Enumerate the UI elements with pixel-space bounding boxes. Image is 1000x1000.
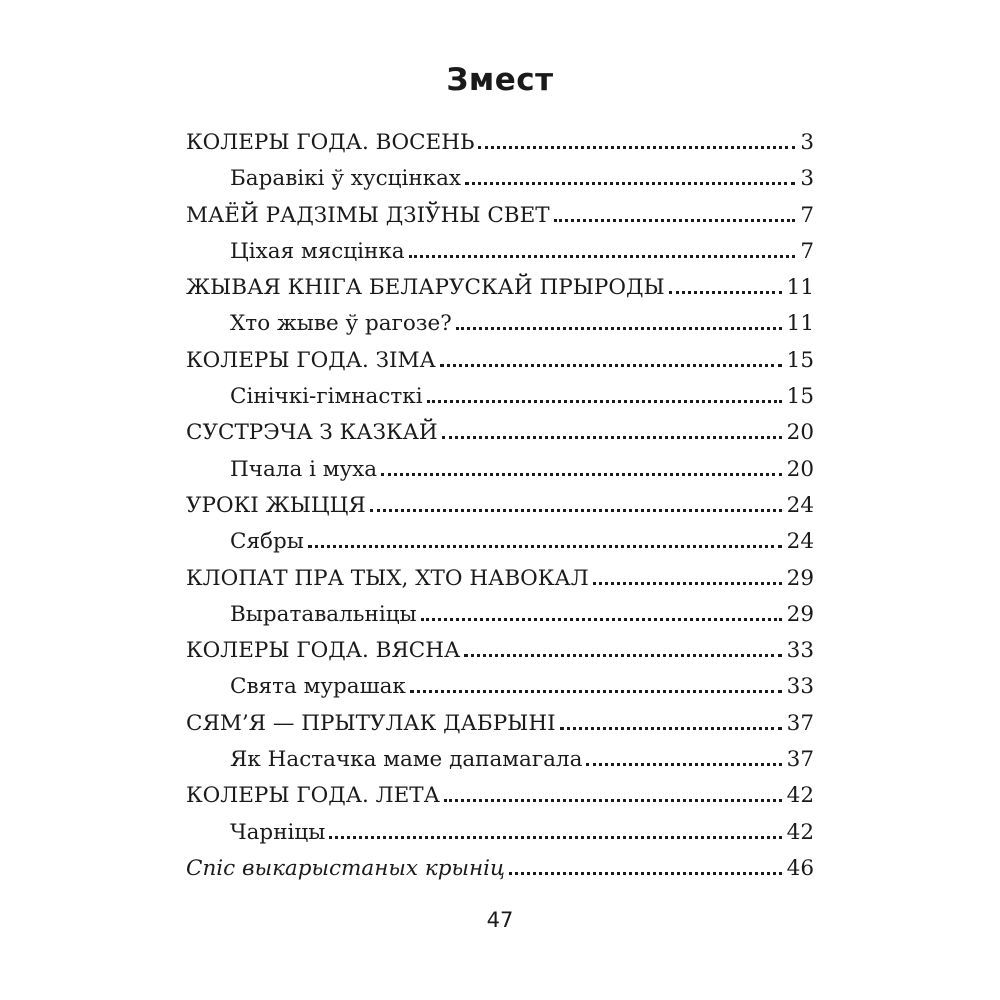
toc-entry-title: КОЛЕРЫ ГОДА. ВОСЕНЬ [186,130,475,155]
toc-dot-leader [478,146,795,149]
toc-entry-page: 33 [786,638,814,664]
toc-entry-title: КЛОПАТ ПРА ТЫХ, ХТО НАВОКАЛ [186,565,589,591]
toc-section [186,706,814,742]
toc-entry-title: СУСТРЭЧА З КАЗКАЙ [186,420,438,446]
toc-entry-title: КОЛЕРЫ ГОДА. ЗІМА [186,347,436,373]
toc-dot-leader [586,763,781,766]
toc-section [186,778,814,814]
toc-entry-page: 33 [786,674,814,700]
toc-dot-leader [464,654,781,657]
toc-dot-leader [593,582,782,585]
toc-entry-page: 42 [786,819,814,845]
toc-dot-leader [427,400,782,403]
toc-entry-title: Сябры [230,529,304,555]
toc-entry-page: 24 [786,529,814,555]
toc-dot-leader [554,219,796,222]
toc-dot-leader [669,291,782,294]
page-number: 47 [486,908,514,932]
toc-entry-page: 7 [800,238,814,264]
toc-entry-title: Пчала і муха [230,456,378,482]
toc-dot-leader [409,255,796,258]
toc-entry-title: Ціхая мясцінка [230,238,405,264]
toc-section [186,633,814,669]
toc-entry-page: 20 [786,456,814,482]
toc-entry-title: ЖЫВАЯ КНІГА БЕЛАРУСКАЙ ПРЫРОДЫ [186,275,665,301]
toc-entry-page: 3 [800,130,814,155]
toc-entry-page: 46 [786,855,814,881]
toc-entry-title: КОЛЕРЫ ГОДА. ЛЕТА [186,783,440,809]
toc-entry-page: 42 [786,783,814,809]
toc-dot-leader [465,182,795,185]
toc-subentry [186,234,814,270]
toc-entry-page: 37 [786,710,814,736]
toc-subentry [186,815,814,851]
toc-entry-page: 37 [786,747,814,773]
toc-entry-title: Сінічкі-гімнасткі [230,384,423,410]
toc-subentry [186,306,814,342]
toc-entry-page: 24 [786,492,814,518]
toc-dot-leader [370,509,782,512]
toc-entry-page: 20 [786,420,814,446]
toc-entry-title: Спіс выкарыстаных крыніц [186,855,506,881]
toc-dot-leader [444,799,782,802]
toc-section [186,488,814,524]
toc-section [186,270,814,306]
toc-section [186,415,814,451]
toc-subentry [186,669,814,705]
toc-entry-title: МАЁЙ РАДЗІМЫ ДЗІЎНЫ СВЕТ [186,202,550,228]
toc-entry-title: Хто жыве ў рагозе? [230,311,452,337]
toc-entry-title: СЯМ’Я — ПРЫТУЛАК ДАБРЫНІ [186,710,556,736]
toc-entry-page: 15 [786,384,814,410]
toc-section [186,343,814,379]
toc-dot-leader [560,727,782,730]
toc-entry-title: УРОКІ ЖЫЦЦЯ [186,492,366,518]
toc-dot-leader [509,872,782,875]
toc-subentry [186,452,814,488]
toc-entry-page: 29 [786,565,814,591]
toc-entry-page: 15 [786,347,814,373]
toc-entry-page: 29 [786,601,814,627]
toc-entry-title: Як Настачка маме дапамагала [230,747,583,773]
toc-dot-leader [381,473,782,476]
toc-dot-leader [456,327,782,330]
toc-dot-leader [308,545,782,548]
toc-entry-page: 7 [800,202,814,228]
toc-subentry [186,379,814,415]
toc-entry-page: 11 [786,311,814,337]
toc-section [186,561,814,597]
toc-entry-page: 11 [786,275,814,301]
toc-entry-title: Чарніцы [230,819,326,845]
page-title: Змест [446,62,554,98]
toc-dot-leader [329,836,781,839]
toc-entry-title: Баравікі ў хусцінках [230,166,462,192]
toc-section [186,851,814,887]
toc-subentry [186,597,814,633]
toc-dot-leader [421,618,782,621]
toc-subentry [186,742,814,778]
toc-entry-page: 3 [800,166,814,192]
table-of-contents [186,125,814,887]
toc-dot-leader [442,436,782,439]
toc-section [186,198,814,234]
toc-section [186,125,814,161]
toc-entry-title: КОЛЕРЫ ГОДА. ВЯСНА [186,638,461,664]
toc-subentry [186,524,814,560]
toc-dot-leader [410,690,782,693]
toc-entry-title: Выратавальніцы [230,601,417,627]
toc-subentry [186,161,814,197]
toc-dot-leader [440,364,782,367]
toc-entry-title: Свята мурашак [230,674,406,700]
